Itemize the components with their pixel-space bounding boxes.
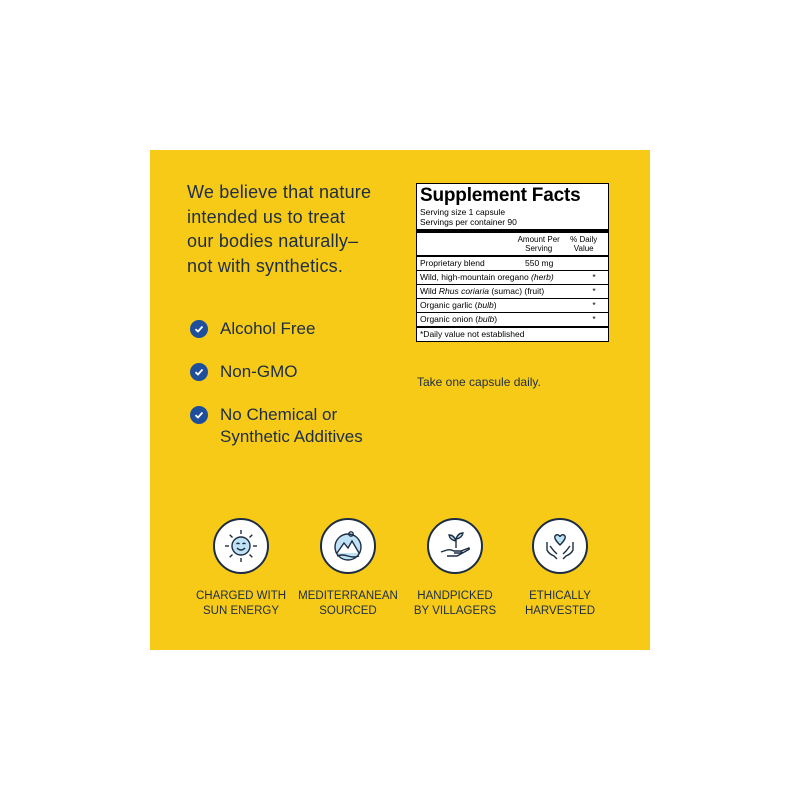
badge-handpicked: [400, 518, 510, 619]
facts-row-ingredient: [417, 299, 608, 313]
headline-line: not with synthetics.: [187, 255, 344, 276]
dosage-instruction: Take one capsule daily.: [417, 375, 541, 389]
badge-label: [400, 589, 510, 619]
ingredient-dv: *: [592, 314, 596, 324]
ingredient-text: (sumac) (fruit): [488, 286, 545, 296]
badge-label-line: HARVESTED: [524, 605, 596, 617]
badge-label-line: BY VILLAGERS: [413, 605, 497, 617]
header-line: % Daily: [570, 235, 598, 244]
badge-label-line: CHARGED WITH: [195, 590, 287, 602]
mountain-icon: [320, 518, 376, 574]
ingredient-dv: *: [592, 300, 596, 310]
ingredient-name: [420, 271, 583, 284]
badge-label: [293, 589, 403, 619]
ingredient-text: Organic garlic (: [420, 300, 478, 310]
ingredient-dv: *: [592, 286, 596, 296]
ingredient-amount: 550 mg: [525, 258, 554, 268]
headline: [187, 180, 387, 278]
supplement-facts-title: Supplement Facts: [420, 185, 581, 206]
check-circle-icon: [190, 406, 208, 424]
header-line: Amount Per: [517, 235, 560, 244]
feature-label: Non-GMO: [220, 362, 298, 381]
check-circle-icon: [190, 320, 208, 338]
feature-non-gmo: [190, 361, 297, 383]
facts-column-headers: [417, 233, 608, 255]
ingredient-text: ): [493, 300, 497, 310]
header-line: Serving: [525, 244, 553, 253]
ingredient-text: Wild: [420, 286, 439, 296]
feature-label: Alcohol Free: [220, 319, 316, 338]
badge-label-line: HANDPICKED: [417, 590, 493, 602]
badge-sun-energy: [186, 518, 296, 619]
feature-label-line: Synthetic Additives: [220, 426, 363, 446]
headline-line: intended us to treat: [187, 206, 346, 227]
badge-label: [186, 589, 296, 619]
daily-value-header: [562, 235, 605, 253]
hand-plant-icon: [427, 518, 483, 574]
header-line: Value: [573, 244, 594, 253]
feature-no-additives: [190, 404, 363, 447]
badge-mediterranean: [293, 518, 403, 619]
ingredient-italic: bulb: [477, 300, 494, 310]
ingredient-name: [420, 313, 583, 326]
product-info-panel: [150, 150, 650, 650]
ingredient-dv: [583, 257, 605, 270]
ingredient-name: Proprietary blend: [420, 258, 485, 268]
servings-per-container: Servings per container 90: [420, 217, 517, 227]
ingredient-italic: bulb: [478, 314, 495, 324]
facts-row-ingredient: [417, 313, 608, 326]
badge-label-line: ETHICALLY: [529, 590, 591, 602]
badge-label-line: MEDITERRANEAN: [298, 590, 398, 602]
feature-alcohol-free: [190, 318, 315, 340]
facts-row-ingredient: [417, 271, 608, 285]
badge-label-line: SUN ENERGY: [202, 605, 280, 617]
sun-face-icon: [213, 518, 269, 574]
amount-per-serving-header: [515, 235, 562, 253]
check-circle-icon: [190, 363, 208, 381]
badge-label: [505, 589, 615, 619]
badge-ethically-harvested: [505, 518, 615, 619]
ingredient-name: [420, 299, 583, 312]
facts-row-ingredient: [417, 285, 608, 299]
ingredient-dv: *: [592, 272, 596, 282]
headline-line: our bodies naturally–: [187, 231, 359, 251]
hands-heart-icon: [532, 518, 588, 574]
serving-size: Serving size 1 capsule: [420, 207, 506, 217]
ingredient-text: ): [494, 314, 498, 324]
feature-label-line: No Chemical or: [220, 405, 338, 424]
badge-label-line: SOURCED: [319, 605, 377, 617]
feature-label: [220, 404, 363, 447]
headline-line: We believe that nature: [187, 182, 372, 202]
ingredient-name: [420, 285, 583, 298]
ingredient-italic: Rhus coriaria: [438, 286, 489, 296]
ingredient-text: Organic onion (: [420, 314, 479, 324]
supplement-facts-table: [416, 183, 609, 342]
ingredient-text: Wild, high-mountain oregano: [420, 272, 532, 282]
facts-footnote: *Daily value not established: [417, 326, 608, 341]
ingredient-italic: (herb): [531, 272, 554, 282]
facts-row-blend: [417, 257, 608, 271]
